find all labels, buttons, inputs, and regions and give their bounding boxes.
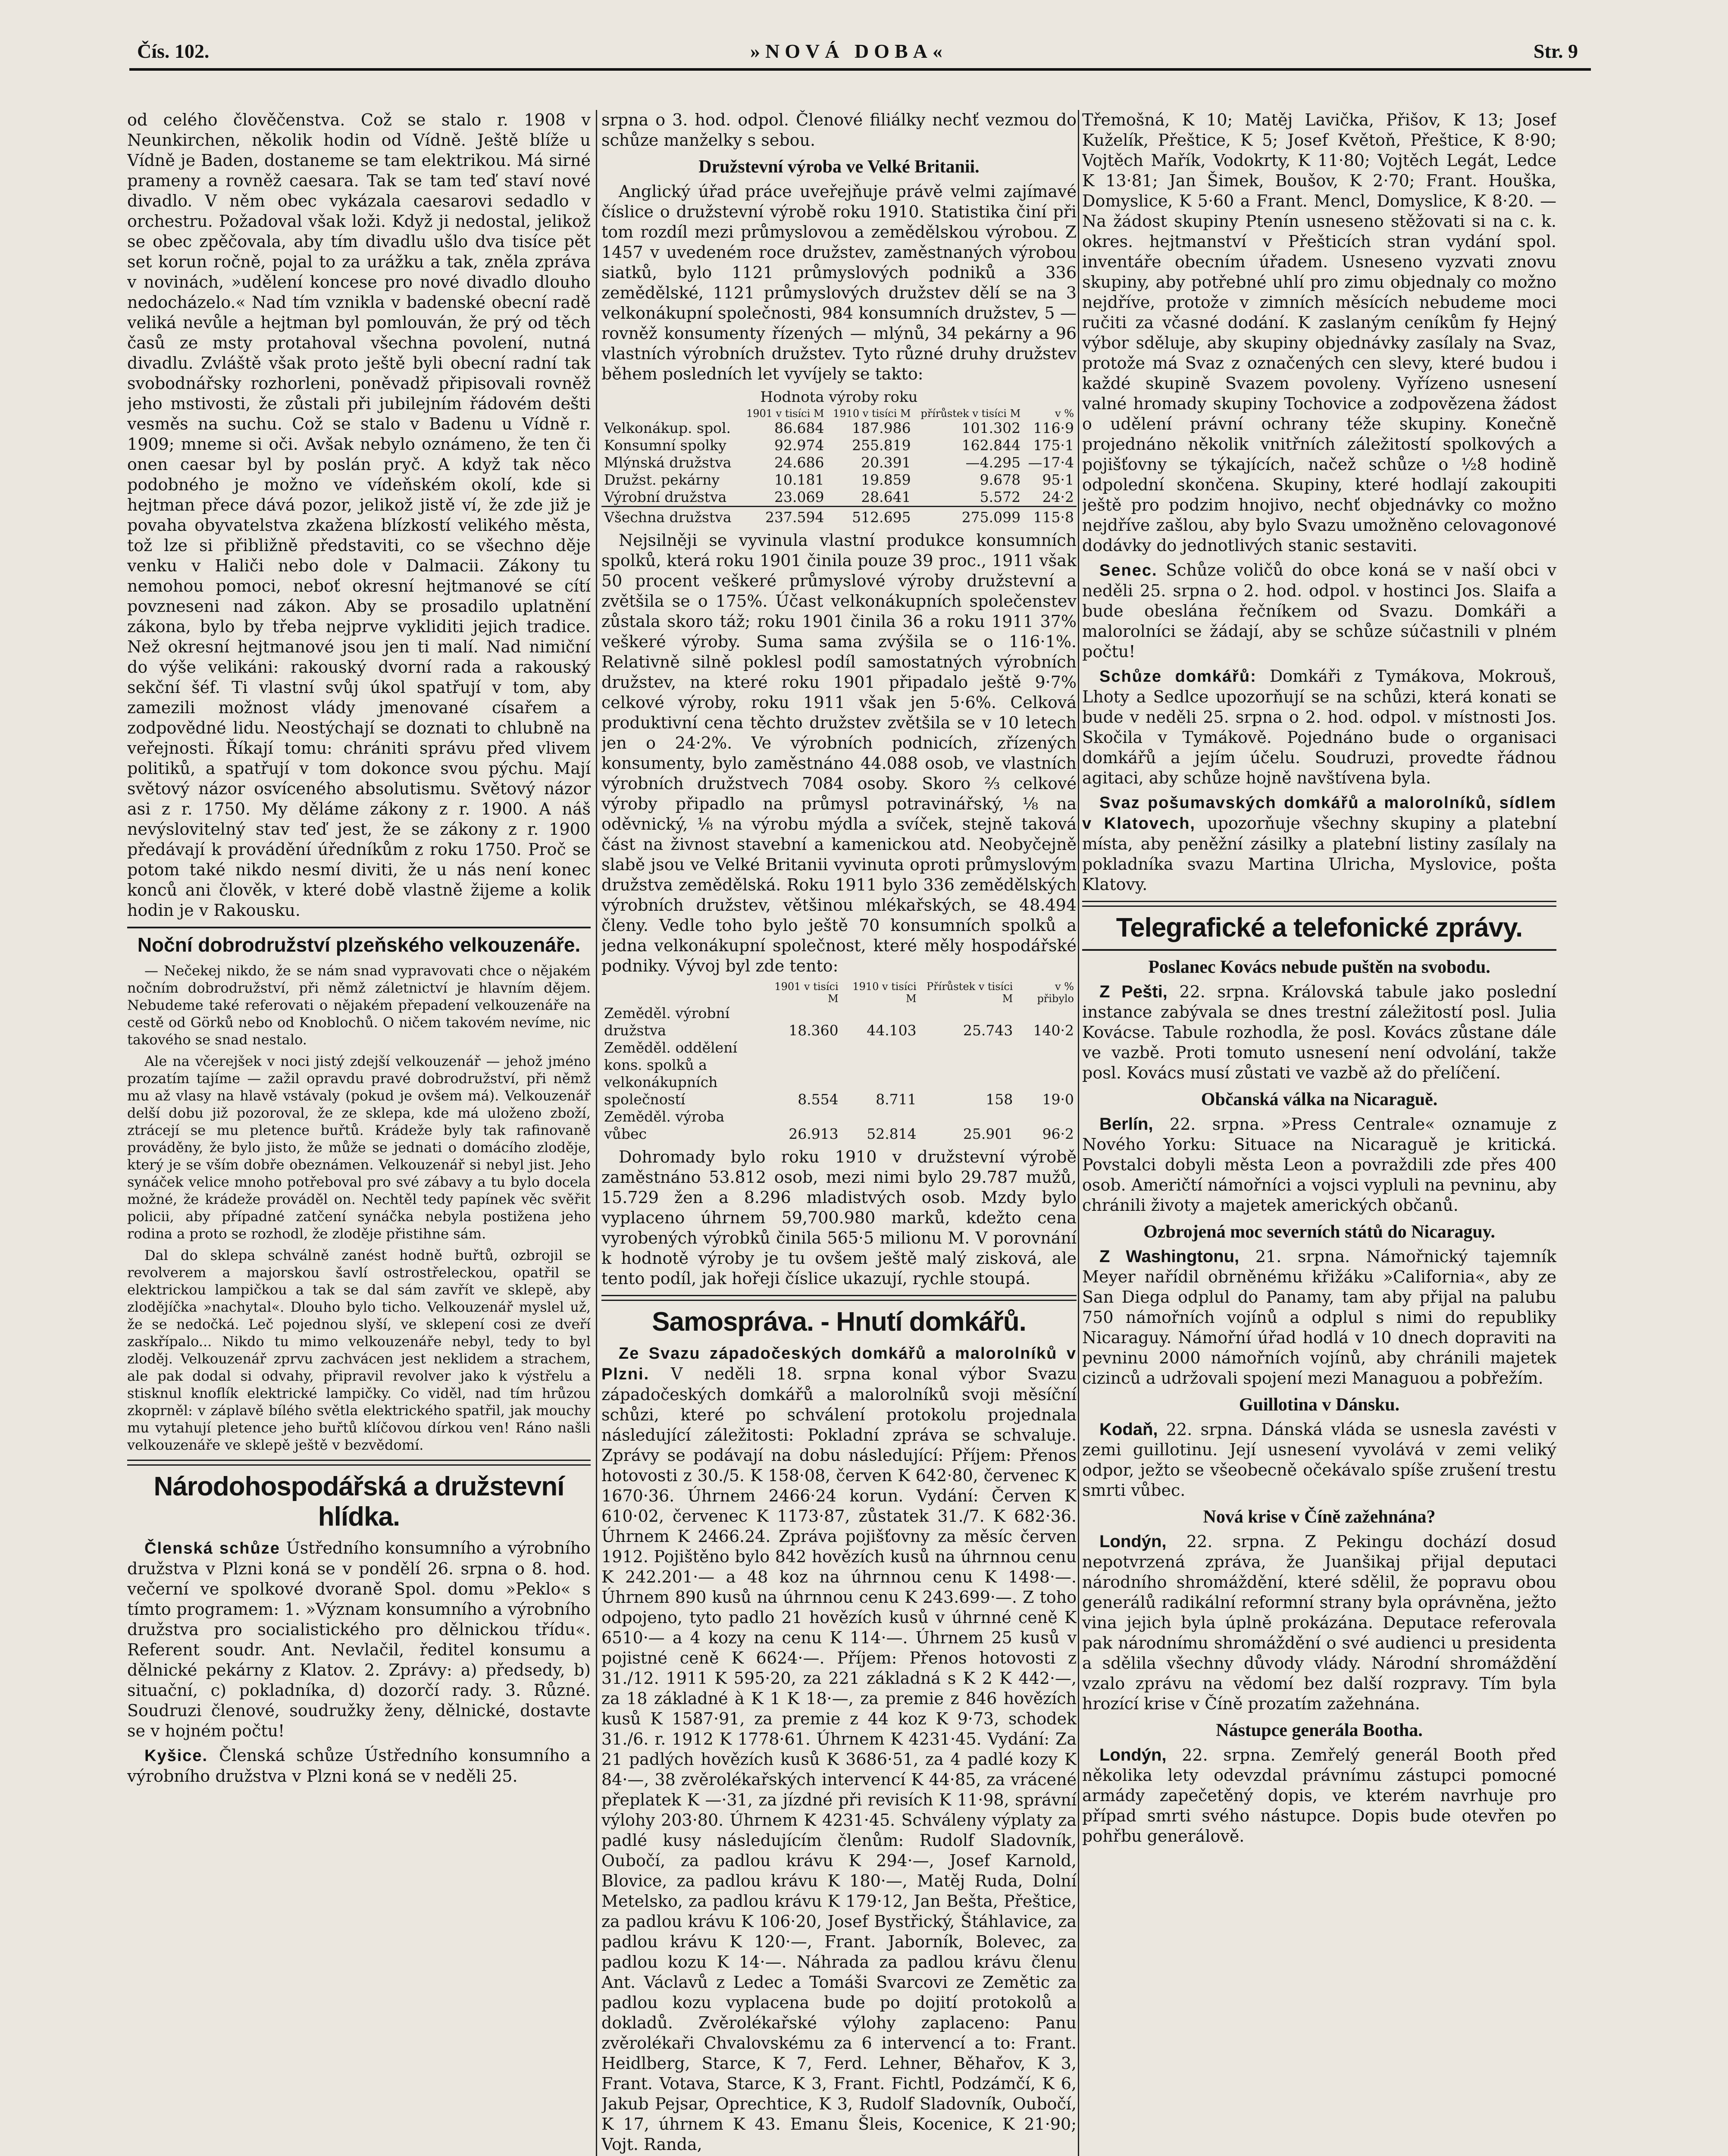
table-cell: 23.069 bbox=[774, 489, 824, 505]
table-cell: 237.594 bbox=[740, 507, 826, 526]
article-paragraph: Ale na včerejšek v noci jistý zdejší velkouzenář — jehož jméno prozatím tajíme — zažil opravdu pravé dobrodružství, při němž mu až vlasy na hlavě vstávaly (pokud je ovšem má). Velkouzenář delší dobu již pozoroval, že ze sklepa, kde má uloženo zboží, ztrácejí se mu pletence buřtů. Krádeže byly tak rafinovaně prováděny, že bylo jisto, že může se jednati o domácího zloděje, který je se vším dobře obeznámen. Velkouzenář si nebyl jist. Jeho synáček velice mnoho potřeboval pro své zábavy a tu bylo docela možné, že krádeže prováděl on. Nechtěl tedy papínek věc svěřit policii, aby případné zatčení synáčka nebyla postižena jeho rodina a proto se rozhodl, že zloděje přistihne sám. bbox=[127, 1053, 591, 1242]
table-cell: 175·1 bbox=[1033, 437, 1074, 454]
column-divider bbox=[596, 110, 597, 2156]
table-total-row bbox=[601, 507, 1077, 526]
dateline: Londýn, bbox=[1099, 1745, 1167, 1764]
table-cell: —17·4 bbox=[1028, 454, 1074, 471]
table-row bbox=[601, 1108, 1077, 1143]
section-rule bbox=[601, 1295, 1077, 1301]
article-paragraph: Dohromady bylo roku 1910 v družstevní výrobě zaměstnáno 53.812 osob, mezi nimi bylo 29.787 mužů, 15.729 žen a 8.296 mladistvých osob. Mzdy bylo vyplaceno úhrnem 59,700.980 marků, kdežto cena vyrobených výrobků činila 565·5 milionu M. V porovnání k hodnotě výroby je tu ovšem ještě malý zisková, ale tento podíl, jak hořeji číslice ukazují, rychle stoupá. bbox=[601, 1147, 1077, 1288]
column-header: v % bbox=[1055, 407, 1074, 420]
table-cell: 162.844 bbox=[961, 437, 1021, 454]
dateline: Kodaň, bbox=[1099, 1420, 1158, 1439]
table-cell: 26.913 bbox=[789, 1125, 839, 1142]
column-3 bbox=[1082, 110, 1556, 2156]
column-header: v % přibylo bbox=[1037, 981, 1074, 1005]
column-divider bbox=[1078, 110, 1079, 2156]
article-paragraph: srpna o 3. hod. odpol. Členové filiálky nechť vezmou do schůze manželky s sebou. bbox=[601, 110, 1077, 150]
article-paragraph: — Nečekej nikdo, že se nám snad vypravovati chce o nějakém nočním dobrodružství, při němž záletnictví je hlavním dějem. Nebudeme také referovati o nějakém přepadení velkouzenáře na cestě od Görků nebo od Knoblochů. O ničem takovém nevíme, nic takového se snad nestalo. bbox=[127, 962, 591, 1048]
row-label: Zeměděl. výroba vůbec bbox=[604, 1108, 725, 1142]
news-paragraph bbox=[1082, 1247, 1556, 1388]
section-rule bbox=[1082, 949, 1556, 951]
article-paragraph bbox=[127, 1538, 591, 1741]
section-rule bbox=[127, 1460, 591, 1466]
paragraph-lead: Senec. bbox=[1099, 561, 1158, 580]
column-header: Přírůstek v tisíci M bbox=[927, 981, 1013, 1005]
dateline: Z Washingtonu, bbox=[1099, 1247, 1240, 1266]
section-rule bbox=[127, 927, 591, 928]
table-cell: 44.103 bbox=[867, 1022, 917, 1039]
paragraph-text: Schůze voličů do obce koná se v naší obci v neděli 25. srpna o 2. hod. odpol. v hostinci Jos. Slaifa a bude obeslána řečníkem od Svazu. Domkáři a malorolníci se žádají, aby se schůze súčastnili v plném počtu! bbox=[1082, 561, 1556, 661]
paragraph-text: upozorňuje všechny skupiny a platební místa, aby peněžní zásilky a platební listiny zasílaly na pokladníka svazu Martina Ulricha, Myslovice, pošta Klatovy. bbox=[1082, 814, 1556, 894]
column-header: přírůstek v tisíci M bbox=[920, 407, 1021, 420]
news-paragraph bbox=[1082, 1745, 1556, 1846]
article-paragraph: od celého člověčenstva. Což se stalo r. 1908 v Neunkirchen, několik hodin od Vídně. Ještě blíže u Vídně je Baden, dostaneme se tam elektrikou. Má sirné prameny a rovněž caesara. Tak se tam teď staví nové divadlo. V něm obec vykázala caesarovi sedadlo v orchestru. Požadoval však loži. Když ji nedostal, jelikož se obec zpěčovala, aby tím divadlu ušlo dva tisíce pět set korun ročně, pojal to za urážku a tak, zněla zpráva v novinách, »udělení koncese pro nové divadlo dlouho nedocházelo.« Nad tím vznikla v badenské obecní radě veliká nevůle a hejtman byl pomlouván, že prý od těch časů ze msty protahoval všechna povolení, nutná divadlu. Zvláště však proto ještě byli obecní radní tak svobodnářsky rozhorleni, poněvadž připisovali rovněž jeho mstivosti, že zůstali při jubilejním řádovém dešti vesměs na suchu. Což se stalo v Badenu u Vídně r. 1909; mneme si oči. Avšak nebylo oznámeno, že ten či onen caesar byl by poslán pryč. A když tak něco podobného je možno ve vídeňském okolí, kde si hejtman přece dává pozor, jelikož jistě ví, že zde již je povaha obyvatelstva zkažena blízkostí velikého města, tož lze si přibližně představiti, co se všechno děje venku v Haliči nebo dole v Dalmacii. Zákony tu nemohou pomoci, neboť okresní hejtmanové se cítí povzneseni nad zákon. Aby se prosadilo uplatnění zákona, bylo by třeba nejprve vykliditi jejich tradice. Než okresní hejtmanové jsou jen ti malí. Nad nimiční do výše velikáni: rakouský dvorní rada a rakouský sekční šéf. Ti vlastní svůj úkol spatřují v tom, aby zamezili možnost vlády jmenované císařem a zodpovědné lidu. Neostýchají se doznati to chlubně na veřejnosti. Říkají tomu: chrániti správu před vlivem politiků, a spatřují v tom dokonce svou pýchu. Mají světový názor osvíceného absolutismu. Světový názor asi z r. 1750. My děláme zákony z r. 1900. A náš nevýslovitelný stav teď jest, že se zákony z r. 1900 předávají k provádění úředníkům z roku 1750. Proč se potom také nikdo nesmí diviti, že u nás není konec konců ani člověk, v které době vlastně žijeme a kolik hodin je v Rakousku. bbox=[127, 110, 591, 920]
issue-number: Čís. 102. bbox=[137, 40, 210, 62]
agriculture-table bbox=[601, 981, 1077, 1143]
article-paragraph: Nejsilněji se vyvinula vlastní produkce konsumních spolků, která roku 1901 činila pouze 39 proc., 1911 však 50 procent veškeré průmyslové výroby družstevní a zvětšila se o 175%. Účast velkonákupních společenstev zůstala skoro táž; roku 1901 činila 36 a roku 1911 37% veškeré výroby. Suma sama zvýšila se o 116·1%. Relativně silně poklesl podíl samostatných výrobních družstev, na které roku 1901 připadalo ještě 9·7% celkové výroby, roku 1911 však jen 5·6%. Celková produktivní cena těchto družstev zvětšila se v 10 letech jen o 24·2%. Ve výrobních podnicích, zřízených konsumenty, bylo zaměstnáno 44.088 osob, ve vlastních výrobních družstvech 7084 osoby. Skoro ⅔ celkové výroby připadlo na průmysl potravinářský, ⅛ na oděvnický, ⅛ na výrobu mýdla a svíček, stejně taková část na živnost stavební a kamenickou atd. Neobyčejně slabě jsou ve Velké Britanii vyvinuta oproti průmyslovým družstva zemědělská. Roku 1911 bylo 336 zemědělských výrobních družstev, většinou mlékařských, se 48.494 členy. Vedle toho bylo ještě 70 konsumních spolků a jedna velkonákupní společnost, které měly hospodářské podniky. Vývoj byl zde tento: bbox=[601, 531, 1077, 975]
section-rule bbox=[1082, 901, 1556, 907]
article-heading: Noční dobrodružství plzeňského velkouzenáře. bbox=[137, 934, 581, 956]
table-row bbox=[601, 471, 1077, 489]
table-cell: 25.901 bbox=[963, 1125, 1013, 1142]
table-cell: 101.302 bbox=[961, 420, 1021, 436]
page-header bbox=[129, 38, 1591, 71]
column-header: 1901 v tisíci M bbox=[774, 981, 839, 1005]
news-heading: Poslanec Kovács nebude puštěn na svobodu. bbox=[1148, 957, 1490, 977]
news-paragraph bbox=[1082, 982, 1556, 1083]
article-paragraph: Třemošná, K 10; Matěj Lavička, Přišov, K 13; Josef Kuželík, Přeštice, K 5; Josef Květoň, Přeštice, K 8·90; Vojtěch Mařík, Vodokrty, K 11·80; Vojtěch Legát, Ledce K 13·81; Jan Šimek, Boušov, K 2·70; Frant. Houška, Domyslice, K 5·60 a Frant. Mencl, Domyslice, K 8·20. — Na žádost skupiny Ptenín usneseno stěžovati si na c. k. okres. hejtmanství v Přešticích stran vydání spol. inventáře obecním úřadem. Usneseno vyzvati znovu skupiny, aby potřebné uhlí pro zimu objednaly co možno nejdříve, protože v zimních měsících nebudeme moci ručiti za včasné dodání. K zaslaným ceníkům fy Hejný výbor sděluje, aby skupiny objednávky zasílaly na Svaz, protože má Svaz z označených cen slevy, které budou i každé skupině Svazem povoleny. Vyřízeno usnesení valné hromady skupiny Tochovice a zodpovězena žádost o udělení právní ochrany téže skupiny. Konečně projednáno několik vnitřních záležitostí spolkových a pojišťovny se týkajících, načež schůze o ½8 hodině odpolední skončena. Skupiny, které hodlají zakoupiti ještě pro podzim hnojivo, nechť objednávky co možno nejdříve zašlou, aby bylo Svazu umožněno celovagonové dodávky do jednotlivých stanic sestaviti. bbox=[1082, 110, 1556, 555]
article-paragraph bbox=[1082, 560, 1556, 662]
table-cell: 28.641 bbox=[861, 489, 911, 505]
table-cell: 5.572 bbox=[980, 489, 1021, 505]
section-heading: Telegrafické a telefonické zprávy. bbox=[1116, 913, 1523, 943]
table-row bbox=[601, 1039, 1077, 1108]
table-cell: 20.391 bbox=[861, 454, 911, 471]
news-paragraph bbox=[1082, 1532, 1556, 1714]
news-text: 21. srpna. Námořnický tajemník Meyer nařídil obrněnému křižáku »California«, aby ze San Diega odplul do Panamy, tam aby přijal na palubu 750 námořních vojínů a odplul s nimi do republiky Nicaraguy. Námořní úřad hodlá v 10 dnech dopraviti na pevninu 2000 námořních vojínů, aby chránili majetek cizinců a udržovali spojení mezi Managuou a pobřežím. bbox=[1082, 1247, 1556, 1388]
table-cell: 96·2 bbox=[1042, 1125, 1074, 1142]
table-cell: 86.684 bbox=[774, 420, 824, 436]
column-header: 1910 v tisíci M bbox=[833, 407, 911, 420]
row-label: Mlýnská družstva bbox=[604, 454, 732, 471]
article-paragraph bbox=[1082, 793, 1556, 895]
dateline: Berlín, bbox=[1099, 1115, 1153, 1134]
table-caption: Hodnota výroby roku bbox=[760, 389, 918, 406]
table-row bbox=[601, 489, 1077, 507]
news-paragraph bbox=[1082, 1114, 1556, 1216]
news-text: 22. srpna. »Press Centrale« oznamuje z Nového Yorku: Situace na Nicaraguě je kritická. Povstalci dobyli města Leon a povraždili zde přes 400 osob. Američtí námořníci a vojsci vypluli na pevninu, aby chránili životy a majetek amerických občanů. bbox=[1082, 1115, 1556, 1215]
table-cell: 25.743 bbox=[963, 1022, 1013, 1039]
paragraph-lead: Ze Svazu západočeských domkářů a malorolníků v Plzni. bbox=[601, 1344, 1077, 1383]
paragraph-text: V neděli 18. srpna konal výbor Svazu západočeských domkářů a malorolníků svoji měsíční schůzi, které po schválení protokolu projednala následující záležitosti: Pokladní zpráva se schvaluje. Zprávy se podávají na dobu následující: Příjem: Přenos hotovosti z 30./5. K 158·08, červen K 642·80, červenec K 1670·36. Úhrnem 2466·24 korun. Vydání: Červen K 610·02, červenec K 1173·87, zůstatek 31./7. K 682·36. Úhrnem K 2466.24. Zpráva pojišťovny za měsíc červen 1912. Pojištěno bylo 842 hovězích kusů na úhrnnou cenu K 242.201·— a 48 koz na úhrnnou cenu K 1498·—. Úhrnem 890 kusů na úhrnnou cenu K 243.699·—. Z toho odpojeno, tyto padlo 21 hovězích kusů v úhrnné ceně K 6510·— a 4 kozy na cenu K 114·—. Úhrnem 25 kusů v pojistné ceně K 6624·—. Příjem: Přenos hotovosti z 31./12. 1911 K 595·20, za 221 základná s K 2 K 442·—, za 18 základné à K 1 K 18·—, za premie z 846 hovězích kusů K 1587·91, za premie z 44 koz K 9·73, schodek 31./6. r. 1912 K 1778·61. Úhrnem K 4231·45. Vydání: Za 21 padlých hovězích kusů K 3686·51, za 4 padlé kozy K 84·—, 38 zvěrolékařských intervencí K 44·85, za vrácené přeplatek K —·31, za jízdné při revisích K 11·98, správní výlohy 203·80. Úhrnem K 4231·45. Schváleny výplaty za padlé kusy následujícím členům: Rudolf Sladovník, Oubočí, za padlou krávu K 294·—, Josef Karnold, Blovice, za padlou krávu K 180·—, Matěj Ruda, Dolní Metelsko, za padlou krávu K 179·12, Jan Bešta, Přeštice, za padlou krávu K 106·20, Josef Bystřický, Štáhlavice, za padlou krávu K 120·—, Frant. Jaborník, Bolevec, za padlou kozu K 14·—. Náhrada za padlou krávu členu Ant. Václavů z Ledec a Tomáši Svarcovi ze Zemětic za padlou kozu vyplacena bude po dojití protokolů a dokladů. Zvěrolékařské výlohy zaplaceno: Panu zvěrolékaři Chvalovskému za 6 intervencí a to: Frant. Heidlberg, Starce, K 7, Ferd. Lehner, Běhařov, K 3, Frant. Votava, Starce, K 3, Frant. Fichtl, Podzámčí, K 6, Jakub Pejsar, Oprechtice, K 3, Rudolf Sladovník, Oubočí, K 17, úhrnem K 43. Emanu Šleis, Kocenice, K 21·90; Vojt. Randa, bbox=[601, 1364, 1077, 2154]
table-row bbox=[601, 454, 1077, 471]
news-paragraph bbox=[1082, 1420, 1556, 1501]
news-heading: Nová krise v Číně zažehnána? bbox=[1203, 1507, 1436, 1527]
section-heading: Samospráva. - Hnutí domkářů. bbox=[652, 1307, 1026, 1337]
column-1 bbox=[127, 110, 591, 2156]
table-cell: 19·0 bbox=[1042, 1091, 1074, 1108]
table-cell: 187.986 bbox=[852, 420, 911, 436]
table-cell: 115·8 bbox=[1023, 507, 1077, 526]
dateline: Londýn, bbox=[1099, 1532, 1167, 1551]
table-row bbox=[601, 1005, 1077, 1039]
paragraph-lead: Schůze domkářů: bbox=[1099, 667, 1257, 686]
table-cell: 24·2 bbox=[1042, 489, 1074, 505]
article-paragraph: Anglický úřad práce uveřejňuje právě velmi zajímavé číslice o družstevní výrobě roku 1910. Statistika činí při tom rozdíl mezi průmyslovou a zemědělskou výrobou. Z 1457 v uvedeném roce družstev, zaměstnaných výrobou siatků, bylo 1121 průmyslových podniků a 336 zemědělské, 1121 průmyslových družstev dělí se na 3 velkonákupní společnosti, 984 konsumních družstev, 5 — rovněž konsumenty řízených — mlýnů, 34 pekárny a 96 vlastních výrobních družstev. Tyto různé druhy družstev během posledních let vyvíjely se takto: bbox=[601, 182, 1077, 383]
table-header-row bbox=[601, 981, 1077, 1005]
paragraph-text: Členská schůze Ústředního konsumního a výrobního družstva v Plzni koná se v neděli 25. bbox=[127, 1746, 591, 1786]
news-heading: Guillotina v Dánsku. bbox=[1239, 1395, 1400, 1415]
masthead-title: »NOVÁ DOBA« bbox=[750, 40, 948, 62]
news-text: 22. srpna. Královská tabule jako poslední instance zabývala se dnes trestní záležitostí posl. Julia Kovácse. Tabule rozhodla, že posl. Kovács zůstane dále ve vazbě. Proti tomuto usnesení není odvolání, takže posl. Kovács musí zůstati ve vazbě až do přelíčení. bbox=[1082, 982, 1556, 1082]
paragraph-lead: Svaz pošumavských domkářů a malorolníků, sídlem v Klatovech, bbox=[1082, 794, 1556, 833]
column-header: 1901 v tisíci M bbox=[746, 407, 824, 420]
article-paragraph bbox=[1082, 666, 1556, 788]
table-cell: 140·2 bbox=[1033, 1022, 1074, 1039]
section-heading: Národohospodářská a družstevní hlídka. bbox=[153, 1472, 564, 1532]
table-cell: 24.686 bbox=[774, 454, 824, 471]
page-number: Str. 9 bbox=[1533, 40, 1578, 62]
table-cell: 52.814 bbox=[867, 1125, 917, 1142]
table-cell: 8.711 bbox=[876, 1091, 917, 1108]
article-paragraph: Dal do sklepa schválně zanést hodně buřtů, ozbrojil se revolverem a majorskou šavlí ostrostřeleckou, opatřil se elektrickou lampičkou a tak se dal sám zavřít ve sklepě, aby zlodějíčka »nachytal«. Dlouho bylo ticho. Velkouzenář myslel už, že se nedočká. Leč pojednou slyší, ve sklepení cosi ze dveří zaskřípalo... Nikdo tu mimo velkouzenáře nebyl, tedy to byl zloděj. Velkouzenář zprvu zachvácen jest neklidem a strachem, ale pak dodal si odvahy, připravil revolver jako k výstřelu a stisknul knoflík elektrické lampičky. Co viděl, nad tím hrůzou zkoprněl: v záplavě bílého světla elektrického spatřil, jak mouchy mu vytahují pletence jeho buřtů klíčovou dírkou ven! Ráno našli velkouzenáře ve sklepě ještě v bezvědomí. bbox=[127, 1247, 591, 1453]
table-cell: 9.678 bbox=[980, 471, 1021, 488]
table-cell: 275.099 bbox=[914, 507, 1024, 526]
news-text: 22. srpna. Z Pekingu dochází dosud nepotvrzená zpráva, že Juanšikaj přijal deputaci národního shromáždění, které sdělil, že popravu obou generálů radikální reformní strany byla oprávněna, ježto vina jejich byla úplně prokázána. Deputace referovala pak národnímu shromáždění o své audienci u presidenta a sdělila všechny důvody vlády. Národní shromáždění vzalo zprávu na vědomí bez další rozpravy. Tím byla hrozící krise v Číně prozatím zažehnána. bbox=[1082, 1532, 1556, 1713]
news-heading: Ozbrojená moc severních států do Nicaraguy. bbox=[1143, 1222, 1495, 1242]
table-cell: 8.554 bbox=[798, 1091, 839, 1108]
paragraph-text: Ústředního konsumního a výrobního družstva v Plzni koná se v pondělí 26. srpna o 8. hod. večerní ve spolkové dvoraně Spol. domu »Peklo« s tímto programem: 1. »Význam konsumního a výrobního družstva pro socialistického pro dělnickou třídu«. Referent soudr. Ant. Nevlačil, ředitel konsumu a dělnické pekárny z Klatov. 2. Zprávy: a) předsedy, b) situační, c) pokladníka, d) dozorčí rady. 3. Různé. Soudruzi členové, soudružky ženy, dělnické, dostavte se v hojném počtu! bbox=[127, 1539, 591, 1740]
article-paragraph bbox=[127, 1745, 591, 1786]
table-cell: 92.974 bbox=[774, 437, 824, 454]
article-heading: Družstevní výroba ve Velké Britanii. bbox=[698, 157, 980, 177]
table-cell: 95·1 bbox=[1042, 471, 1074, 488]
table-cell: 18.360 bbox=[789, 1022, 839, 1039]
article-paragraph bbox=[601, 1343, 1077, 2155]
table-row bbox=[601, 437, 1077, 454]
paragraph-lead: Kyšice. bbox=[144, 1747, 208, 1765]
column-2 bbox=[601, 110, 1077, 2156]
news-text: 22. srpna. Dánská vláda se usnesla zavésti v zemi guillotinu. Její usnesení vyvolává v zemi veliký odpor, ježto se všeobecně očekávalo spíše zrušení trestu smrti vůbec. bbox=[1082, 1420, 1556, 1500]
news-text: 22. srpna. Zemřelý generál Booth před několika lety odevzdal právnímu zástupci pomocné armády zapečetěný dopis, ve kterém navrhuje pro případ smrti svého nástupce. Dopis bude otevřen po pohřbu generálově. bbox=[1082, 1745, 1556, 1846]
row-label: Všechna družstva bbox=[601, 507, 740, 526]
row-label: Zeměděl. výrobní družstva bbox=[604, 1005, 730, 1039]
table-cell: 512.695 bbox=[826, 507, 913, 526]
column-header: 1910 v tisíci M bbox=[852, 981, 917, 1005]
row-label: Výrobní družstva bbox=[604, 489, 727, 505]
table-header-row bbox=[601, 407, 1077, 420]
news-heading: Občanská válka na Nicaraguě. bbox=[1201, 1090, 1438, 1109]
table-cell: 255.819 bbox=[852, 437, 911, 454]
table-cell: —4.295 bbox=[965, 454, 1021, 471]
row-label: Družst. pekárny bbox=[604, 471, 720, 488]
table-cell: 19.859 bbox=[861, 471, 911, 488]
production-table bbox=[601, 407, 1077, 526]
table-cell: 116·9 bbox=[1033, 420, 1074, 436]
paragraph-text: Domkáři z Tymákova, Mokrouš, Lhoty a Sedlce upozorňují se na schůzi, která konati se bude v neděli 25. srpna o 2. hod. odpol. v místnosti Jos. Skočila v Tymákově. Pojednáno bude o organisaci domkářů a jejím účelu. Soudruzi, provedte řádnou agitaci, aby schůze hojně navštívena byla. bbox=[1082, 667, 1556, 787]
row-label: Zeměděl. oddělení kons. spolků a velkonákupních společností bbox=[604, 1039, 738, 1108]
news-heading: Nástupce generála Bootha. bbox=[1216, 1720, 1423, 1740]
row-label: Konsumní spolky bbox=[604, 437, 726, 454]
row-label: Velkonákup. spol. bbox=[604, 420, 731, 436]
table-row bbox=[601, 420, 1077, 437]
table-cell: 10.181 bbox=[774, 471, 824, 488]
paragraph-lead: Členská schůze bbox=[144, 1539, 280, 1557]
dateline: Z Pešti, bbox=[1099, 982, 1168, 1001]
table-cell: 158 bbox=[986, 1091, 1013, 1108]
